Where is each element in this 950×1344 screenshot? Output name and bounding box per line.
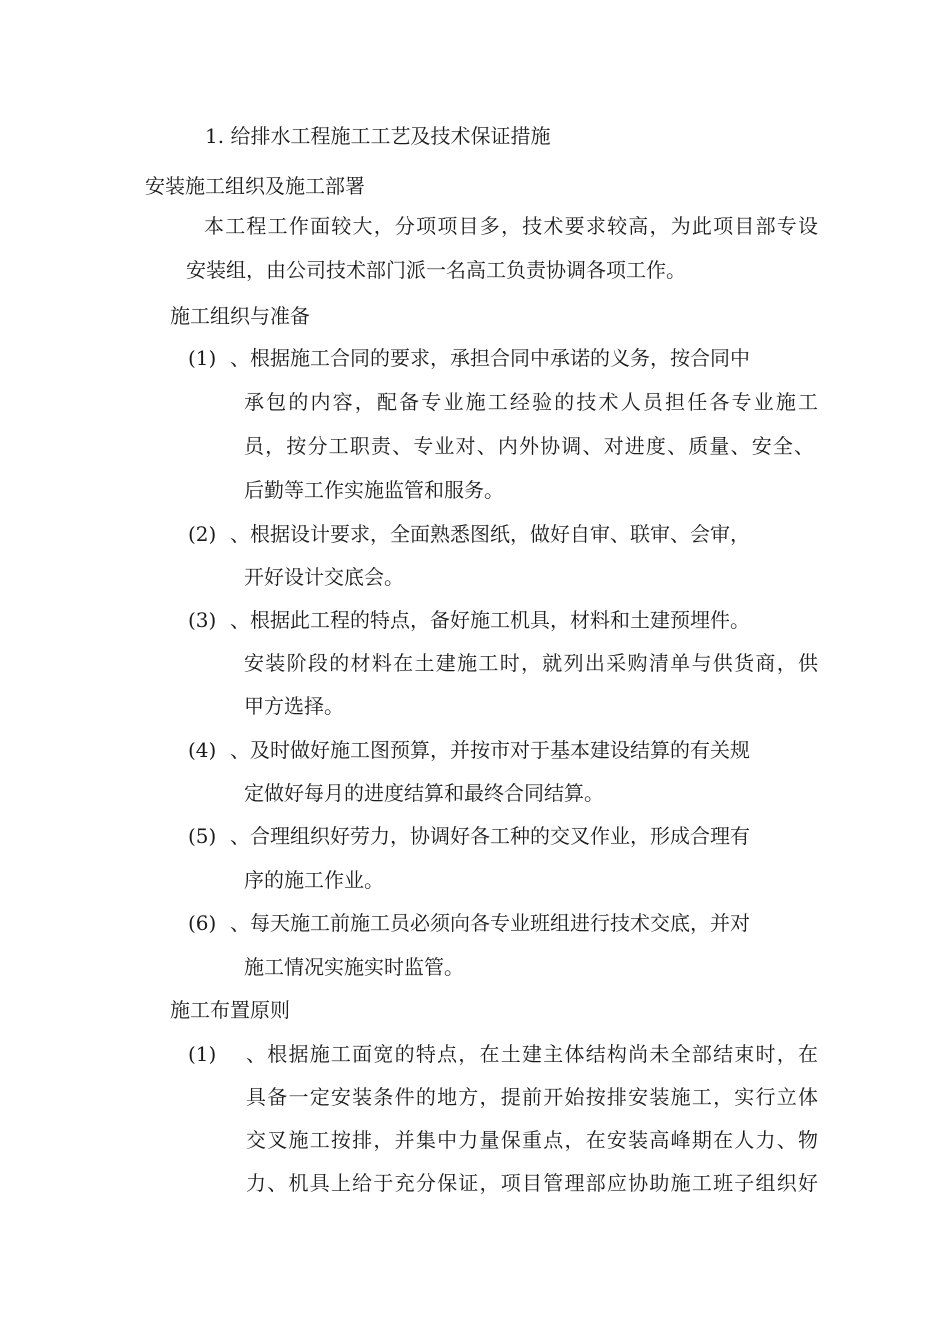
intro-line-1: 本工程工作面较大，分项项目多，技术要求较高，为此项目部专设 bbox=[204, 214, 818, 238]
prep-item-text: 开好设计交底会。 bbox=[244, 565, 404, 589]
prep-item-text: 、及时做好施工图预算，并按市对于基本建设结算的有关规 bbox=[230, 738, 750, 762]
prep-item-text: 、根据设计要求，全面熟悉图纸，做好自审、联审、会审， bbox=[230, 522, 750, 546]
prep-item-text: 安装阶段的材料在土建施工时，就列出采购清单与供货商，供 bbox=[244, 651, 818, 675]
prep-item-number: (5) bbox=[188, 824, 217, 848]
prep-item-text: 员，按分工职责、专业对、内外协调、对进度、质量、安全、 bbox=[244, 434, 814, 458]
prep-item-text: 后勤等工作实施监管和服务。 bbox=[244, 478, 504, 502]
prep-item-text: 施工情况实施实时监管。 bbox=[244, 955, 464, 979]
prep-item-number: (1) bbox=[188, 346, 217, 370]
intro-line-2: 安装组，由公司技术部门派一名高工负责协调各项工作。 bbox=[186, 258, 686, 282]
prep-item-number: (4) bbox=[188, 738, 217, 762]
prep-item-number: (3) bbox=[188, 608, 217, 632]
prep-item-text: 序的施工作业。 bbox=[244, 868, 384, 892]
prep-item-number: (2) bbox=[188, 522, 217, 546]
principle-item-text: 、根据施工面宽的特点，在土建主体结构尚未全部结束时，在 bbox=[246, 1042, 818, 1066]
section-heading-deployment: 安装施工组织及施工部署 bbox=[145, 174, 365, 198]
section-heading-layout-principles: 施工布置原则 bbox=[170, 998, 290, 1022]
prep-item-number: (6) bbox=[188, 911, 217, 935]
prep-item-text: 、根据施工合同的要求，承担合同中承诺的义务，按合同中 bbox=[230, 346, 750, 370]
principle-item-number: (1) bbox=[188, 1042, 217, 1066]
prep-item-text: 承包的内容，配备专业施工经验的技术人员担任各专业施工 bbox=[244, 390, 818, 414]
prep-item-text: 甲方选择。 bbox=[244, 694, 344, 718]
section-heading-preparation: 施工组织与准备 bbox=[170, 304, 310, 328]
prep-item-text: 、根据此工程的特点，备好施工机具，材料和土建预埋件。 bbox=[230, 608, 750, 632]
principle-item-text: 交叉施工按排，并集中力量保重点，在安装高峰期在人力、物 bbox=[246, 1128, 818, 1152]
prep-item-text: 、合理组织好劳力，协调好各工种的交叉作业，形成合理有 bbox=[230, 824, 750, 848]
principle-item-text: 力、机具上给于充分保证，项目管理部应协助施工班子组织好 bbox=[246, 1171, 818, 1195]
prep-item-text: 、每天施工前施工员必须向各专业班组进行技术交底，并对 bbox=[230, 911, 750, 935]
principle-item-text: 具备一定安装条件的地方，提前开始按排安装施工，实行立体 bbox=[246, 1085, 818, 1109]
prep-item-text: 定做好每月的进度结算和最终合同结算。 bbox=[244, 781, 604, 805]
document-title: 1. 给排水工程施工工艺及技术保证措施 bbox=[205, 124, 551, 148]
